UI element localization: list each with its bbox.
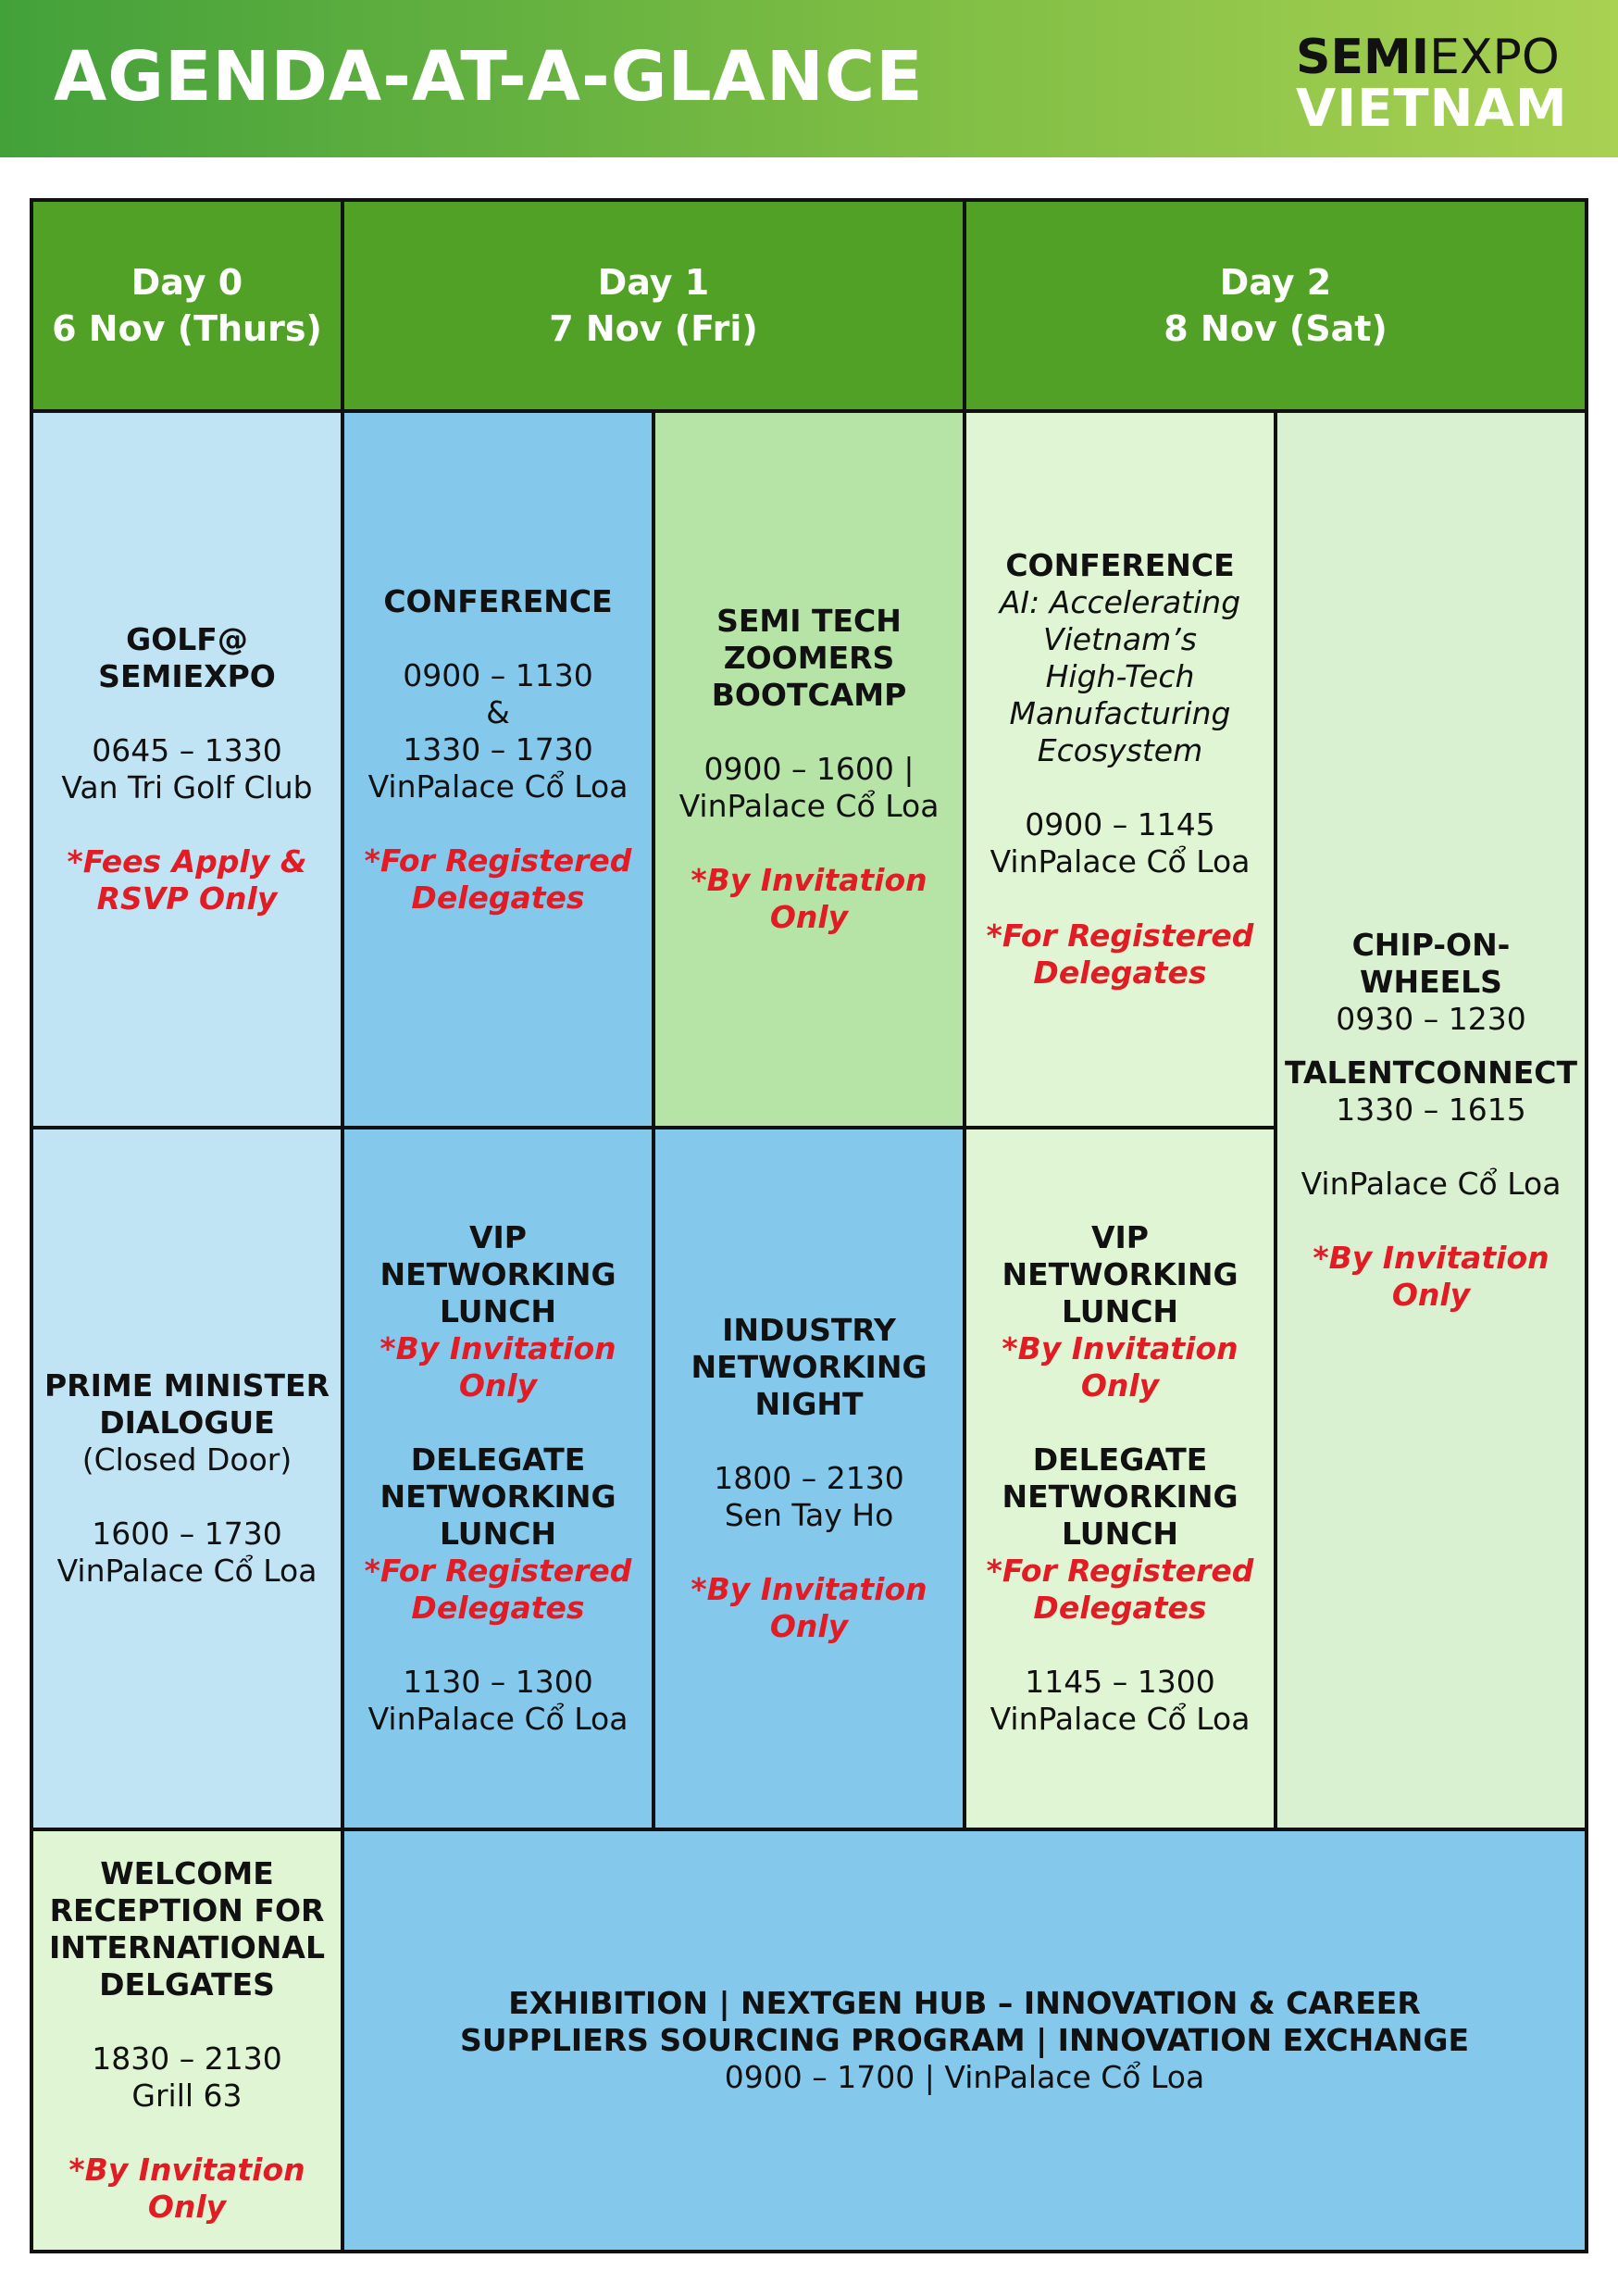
networking-lunch-day1-session: VIP NETWORKING LUNCH *By Invitation Only DELEGATE NETWORKING LUNCH *For Registered Delegates 1130 – 1300 VinPalace Cổ Loa xyxy=(342,1128,653,1829)
header-banner xyxy=(0,0,1618,157)
day-1-name: Day 1 xyxy=(597,262,710,303)
prime-minister-dialogue-session: PRIME MINISTER DIALOGUE (Closed Door) 1600 – 1730 VinPalace Cổ Loa xyxy=(31,1128,342,1829)
golf-venue: Van Tri Golf Club xyxy=(61,769,313,805)
welcome-reception-session: WELCOME RECEPTION FOR INTERNATIONAL DELGATES 1830 – 2130 Grill 63 *By Invitation Only xyxy=(31,1829,342,2252)
industry-networking-night-session: INDUSTRY NETWORKING NIGHT 1800 – 2130 Sen Tay Ho *By Invitation Only xyxy=(653,1128,965,1829)
page-title: AGENDA-AT-A-GLANCE xyxy=(54,37,924,117)
day-0-name: Day 0 xyxy=(131,262,243,303)
conference-day2-session: CONFERENCE AI: Accelerating Vietnam’s High-Tech Manufacturing Ecosystem 0900 – 1145 VinPalace Cổ Loa *For Registered Delegates xyxy=(965,411,1276,1128)
day-2-date: 8 Nov (Sat) xyxy=(1164,308,1388,349)
day-2-header xyxy=(965,200,1587,411)
semiexpo-vietnam-logo xyxy=(1296,30,1592,139)
golf-session: GOLF@ SEMIEXPO 0645 – 1330 Van Tri Golf Club *Fees Apply & RSVP Only xyxy=(31,411,342,1128)
conference-day1-session: CONFERENCE 0900 – 1130 & 1330 – 1730 VinPalace Cổ Loa *For Registered Delegates xyxy=(342,411,653,1128)
day-1-header xyxy=(342,200,965,411)
day-0-header xyxy=(31,200,342,411)
logo-expo: EXPO xyxy=(1429,30,1560,85)
logo-country: VIETNAM xyxy=(1296,79,1568,139)
logo-semi: SEMI xyxy=(1296,30,1430,85)
day-2-name: Day 2 xyxy=(1219,262,1332,303)
exhibition-session: EXHIBITION | NEXTGEN HUB – INNOVATION & CAREER SUPPLIERS SOURCING PROGRAM | INNOVATION EXCHANGE 0900 – 1700 | VinPalace Cổ Loa xyxy=(342,1829,1587,2252)
networking-lunch-day2-session: VIP NETWORKING LUNCH *By Invitation Only DELEGATE NETWORKING LUNCH *For Registered Delegates 1145 – 1300 VinPalace Cổ Loa xyxy=(965,1128,1276,1829)
golf-time: 0645 – 1330 xyxy=(92,732,282,768)
day-1-date: 7 Nov (Fri) xyxy=(549,308,758,349)
chip-on-wheels-session: CHIP-ON- WHEELS 0930 – 1230 TALENTCONNECT 1330 – 1615 VinPalace Cổ Loa *By Invitation Only xyxy=(1276,411,1587,1829)
bootcamp-session: SEMI TECH ZOOMERS BOOTCAMP 0900 – 1600 | VinPalace Cổ Loa *By Invitation Only xyxy=(653,411,965,1128)
day-0-date: 6 Nov (Thurs) xyxy=(52,308,322,349)
